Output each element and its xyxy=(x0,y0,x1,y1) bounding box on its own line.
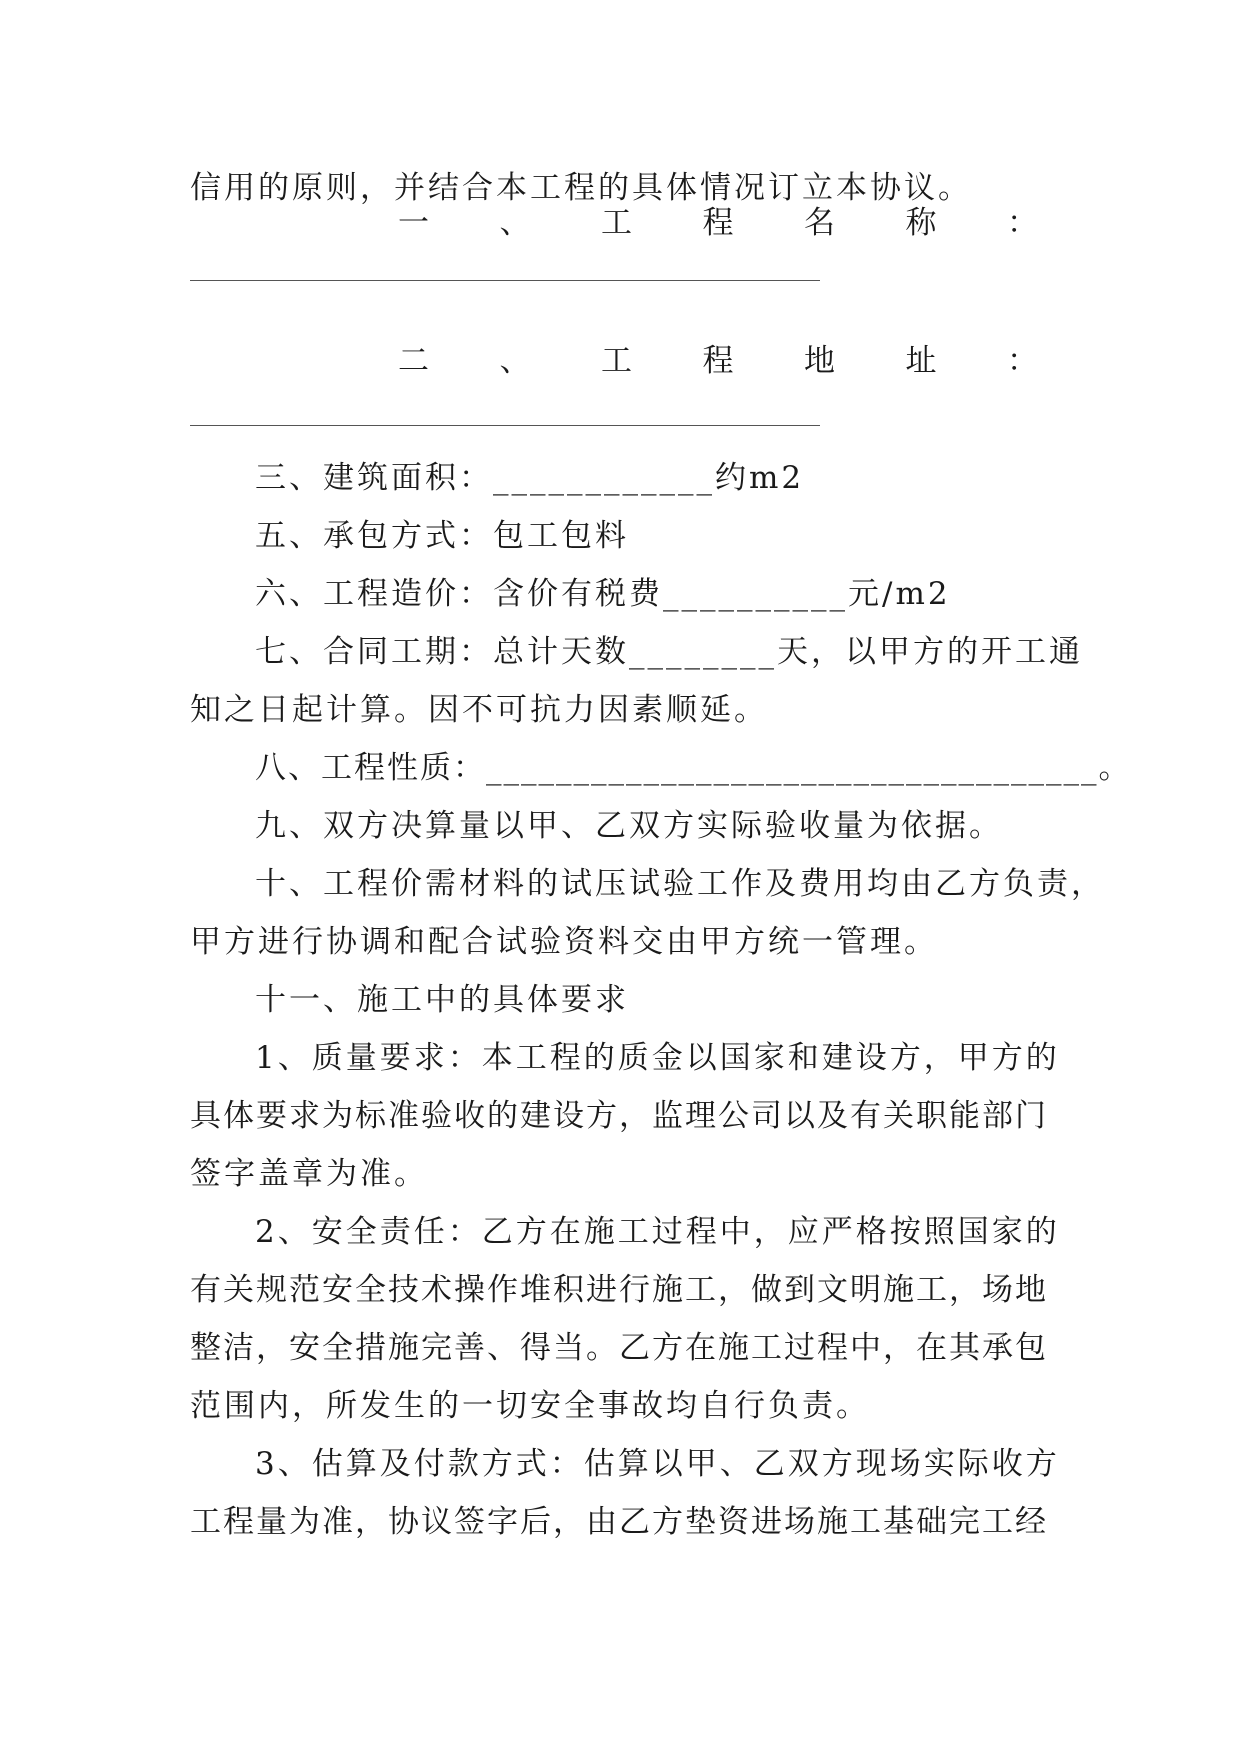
char: 地 xyxy=(804,343,835,379)
char: 程 xyxy=(702,343,734,379)
text-line: 签字盖章为准。 xyxy=(190,1156,428,1192)
text-line: 3、估算及付款方式：估算以甲、乙双方现场实际收方 xyxy=(255,1446,1060,1482)
text-line: 知之日起计算。因不可抗力因素顺延。 xyxy=(190,692,768,728)
char: 工 xyxy=(601,205,632,241)
text-line: 十、工程价需材料的试压试验工作及费用均由乙方负责， xyxy=(255,866,1105,902)
char: ： xyxy=(1007,343,1038,379)
text-line: 具体要求为标准验收的建设方，监理公司以及有关职能部门 xyxy=(190,1098,1048,1134)
text-line: 甲方进行协调和配合试验资料交由甲方统一管理。 xyxy=(190,924,938,960)
text-line: 九、双方决算量以甲、乙双方实际验收量为依据。 xyxy=(255,808,1003,844)
blank-rule xyxy=(190,280,820,281)
text-line: 八、工程性质：___________________________________。 xyxy=(255,750,1132,786)
text-line: 工程量为准，协议签字后，由乙方垫资进场施工基础完工经 xyxy=(190,1504,1048,1540)
text-line: 六、工程造价：含价有税费__________元/m2 xyxy=(255,576,951,612)
text-line: 信用的原则，并结合本工程的具体情况订立本协议。 xyxy=(190,170,972,206)
item-project-address xyxy=(398,341,1038,381)
char: 、 xyxy=(499,343,531,379)
text-line: 七、合同工期：总计天数________天，以甲方的开工通 xyxy=(255,634,1083,670)
text-line: 有关规范安全技术操作堆积进行施工，做到文明施工，场地 xyxy=(190,1272,1048,1308)
char: 二 xyxy=(398,343,429,379)
char: 称 xyxy=(905,205,937,241)
char: 、 xyxy=(499,205,531,241)
char: 址 xyxy=(905,343,937,379)
text-line: 十一、施工中的具体要求 xyxy=(255,982,629,1018)
char: 名 xyxy=(804,205,835,241)
char: 一 xyxy=(398,205,429,241)
char: ： xyxy=(1007,205,1038,241)
item-project-name xyxy=(398,203,1038,243)
blank-rule xyxy=(190,425,820,426)
text-line: 范围内，所发生的一切安全事故均自行负责。 xyxy=(190,1388,870,1424)
text-line: 2、安全责任：乙方在施工过程中，应严格按照国家的 xyxy=(255,1214,1060,1250)
char: 程 xyxy=(702,205,734,241)
text-line: 1、质量要求：本工程的质金以国家和建设方，甲方的 xyxy=(255,1040,1060,1076)
text-line: 三、建筑面积：____________约m2 xyxy=(255,460,805,496)
char: 工 xyxy=(601,343,632,379)
text-line: 五、承包方式：包工包料 xyxy=(255,518,629,554)
text-line: 整洁，安全措施完善、得当。乙方在施工过程中，在其承包 xyxy=(190,1330,1048,1366)
